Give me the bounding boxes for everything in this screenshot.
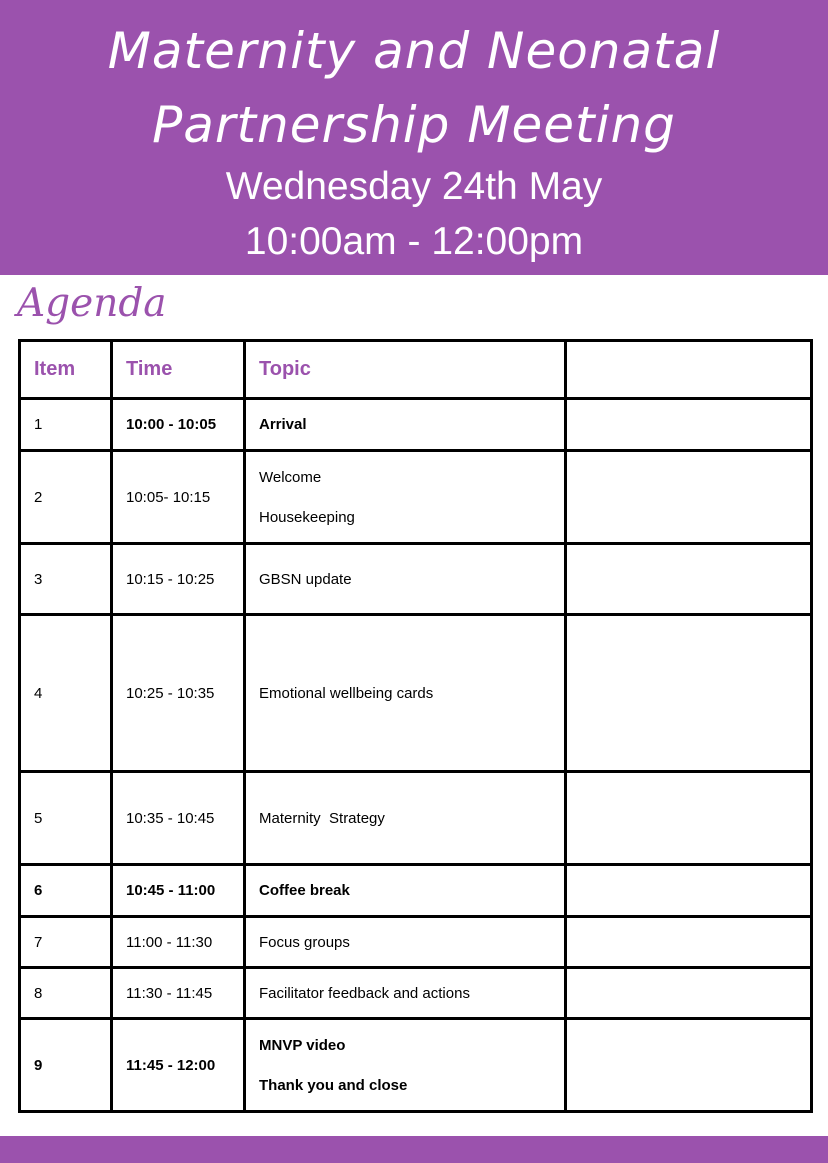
- item-topic: [245, 615, 566, 772]
- item-notes: [566, 544, 812, 615]
- topic-text: Focus groups: [259, 933, 350, 951]
- column-header-topic: Topic: [245, 341, 566, 399]
- table-row: [20, 615, 812, 772]
- item-topic: [245, 544, 566, 615]
- item-notes: [566, 917, 812, 968]
- item-number: 1: [20, 399, 112, 451]
- item-time: 11:30 - 11:45: [112, 968, 245, 1019]
- topic-text: GBSN update: [259, 570, 352, 588]
- table-row: [20, 1019, 812, 1112]
- title-line-2: Partnership Meeting: [152, 96, 676, 154]
- table-header-row: [20, 341, 812, 399]
- item-topic: [245, 865, 566, 917]
- item-time: 10:25 - 10:35: [112, 615, 245, 772]
- item-notes: [566, 399, 812, 451]
- item-topic: [245, 917, 566, 968]
- item-number: 7: [20, 917, 112, 968]
- item-time: 10:15 - 10:25: [112, 544, 245, 615]
- item-topic: [245, 1019, 566, 1112]
- topic-text: Maternity Strategy: [259, 809, 385, 827]
- meeting-time: 10:00am - 12:00pm: [244, 220, 584, 263]
- item-number: 4: [20, 615, 112, 772]
- item-time: 10:05- 10:15: [112, 451, 245, 544]
- topic-text: Thank you and close: [259, 1076, 408, 1094]
- agenda-table: [18, 339, 813, 1113]
- footer-bar: [0, 1136, 828, 1163]
- table-row: [20, 399, 812, 451]
- item-number: 9: [20, 1019, 112, 1112]
- item-notes: [566, 451, 812, 544]
- item-time: 11:45 - 12:00: [112, 1019, 245, 1112]
- topic-text: Welcome: [259, 468, 322, 486]
- item-time: 10:00 - 10:05: [112, 399, 245, 451]
- item-notes: [566, 865, 812, 917]
- table-row: [20, 544, 812, 615]
- item-topic: [245, 451, 566, 544]
- item-notes: [566, 615, 812, 772]
- item-number: 6: [20, 865, 112, 917]
- table-row: [20, 917, 812, 968]
- topic-text: Emotional wellbeing cards: [259, 684, 434, 702]
- item-topic: [245, 772, 566, 865]
- item-time: 10:35 - 10:45: [112, 772, 245, 865]
- meeting-date: Wednesday 24th May: [225, 165, 603, 208]
- topic-text: MNVP video: [259, 1036, 346, 1054]
- item-time: 11:00 - 11:30: [112, 917, 245, 968]
- item-notes: [566, 772, 812, 865]
- column-header-time: Time: [112, 341, 245, 399]
- item-topic: [245, 968, 566, 1019]
- header-banner: [0, 0, 828, 275]
- topic-text: Housekeeping: [259, 508, 355, 526]
- item-time: 10:45 - 11:00: [112, 865, 245, 917]
- column-header-item: Item: [20, 341, 112, 399]
- table-row: [20, 772, 812, 865]
- item-notes: [566, 968, 812, 1019]
- title-line-1: Maternity and Neonatal: [107, 22, 721, 80]
- item-topic: [245, 399, 566, 451]
- topic-text: Arrival: [259, 416, 307, 433]
- item-number: 2: [20, 451, 112, 544]
- item-number: 3: [20, 544, 112, 615]
- item-number: 8: [20, 968, 112, 1019]
- item-notes: [566, 1019, 812, 1112]
- topic-text: Facilitator feedback and actions: [259, 984, 470, 1002]
- item-number: 5: [20, 772, 112, 865]
- column-header-blank: [566, 341, 812, 399]
- agenda-heading: Agenda: [17, 281, 167, 326]
- table-row: [20, 865, 812, 917]
- topic-text: Coffee break: [259, 882, 350, 899]
- table-row: [20, 451, 812, 544]
- table-row: [20, 968, 812, 1019]
